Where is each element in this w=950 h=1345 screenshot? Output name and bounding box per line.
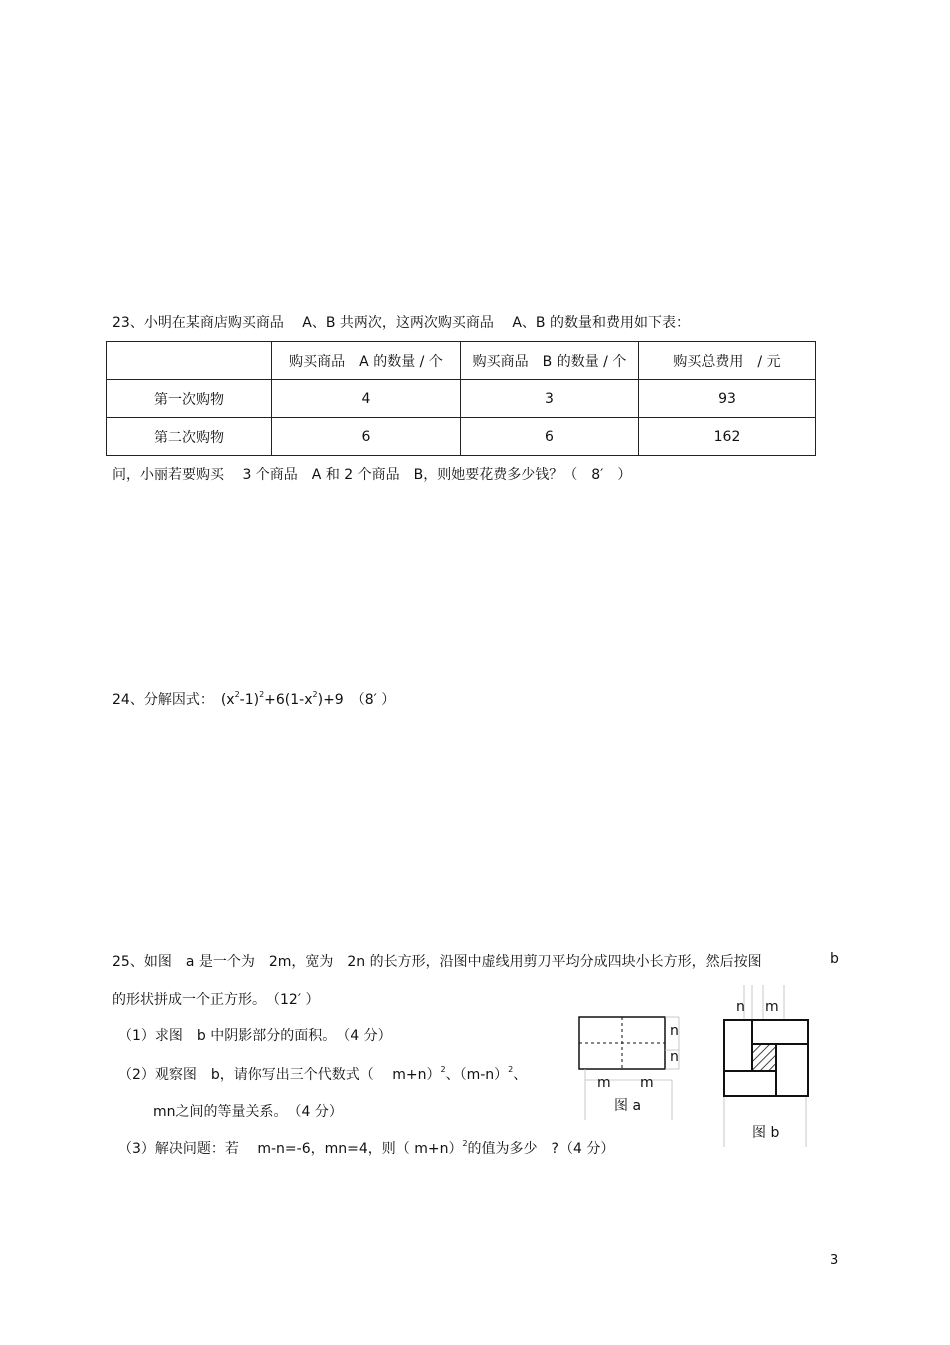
table-cell: 4 [272,380,461,418]
page-number: 3 [830,1253,839,1268]
figure-b-label-n: n [736,999,745,1015]
q25-line1: 25、如图 a 是一个为 2m，宽为 2n 的长方形，沿图中虚线用剪刀平均分成四块小长方形，然后按图 [112,954,762,970]
figure-b-shaded-area [752,1044,776,1071]
figure-a-label-m2: m [640,1075,654,1091]
figure-b-label-m: m [765,999,779,1015]
table-header-cell: 购买商品 B 的数量 / 个 [461,342,639,380]
table-cell: 第二次购物 [107,418,272,456]
table-header-cell: 购买商品 A 的数量 / 个 [272,342,461,380]
q24-expression [112,689,395,709]
q24-exp2: 2 [259,690,265,699]
q25-part2-line2: mn之间的等量关系。 （4 分） [153,1104,343,1120]
q24-suffix: )+9 （8′ ） [317,692,396,708]
table-cell: 第一次购物 [107,380,272,418]
q24-exp3: 2 [312,690,318,699]
q25-part3-a: （3）解决问题：若 m-n=-6，mn=4，则（ m+n） [118,1141,463,1157]
q24-mid1: -1) [239,692,260,708]
q25-part2-exp1: 2 [440,1065,446,1074]
table-cell: 6 [272,418,461,456]
q24-exp1: 2 [234,690,240,699]
figure-a-label-n1: n [670,1023,679,1039]
figure-b-caption: 图 b [752,1125,780,1141]
q25-part2-exp2: 2 [508,1065,514,1074]
q25-part2-b: 、（m-n） [445,1067,509,1083]
table-cell: 3 [461,380,639,418]
q25-line1-b: b [830,951,839,967]
q25-part3 [118,1138,614,1158]
q25-part2-c: 、 [513,1067,528,1083]
q25-line2: 的形状拼成一个正方形。 （12′ ） [112,992,320,1008]
q24-prefix: 24、分解因式： (x [112,692,235,708]
table-cell: 162 [639,418,816,456]
figure-a-label-n2: n [670,1049,679,1065]
table-row [107,418,816,456]
q23-question: 问，小丽若要购买 3 个商品 A 和 2 个商品 B，则她要花费多少钱？（ 8′ ） [112,467,632,483]
q23-intro: 23、小明在某商店购买商品 A、B 共两次，这两次购买商品 A、B 的数量和费用如下表： [112,315,690,331]
table-header-row [107,342,816,380]
table-header-cell: 购买总费用 / 元 [639,342,816,380]
table-cell: 6 [461,418,639,456]
q25-part1: （1）求图 b 中阴影部分的面积。 （4 分） [118,1028,392,1044]
table-cell: 93 [639,380,816,418]
q25-part3-exp: 2 [462,1139,468,1148]
figure-a-caption: 图 a [614,1098,642,1114]
figure-a-label-m1: m [597,1075,611,1091]
table-row [107,380,816,418]
table-header-cell [107,342,272,380]
q25-part2 [118,1064,527,1084]
q25-part2-a: （2）观察图 b，请你写出三个代数式（ m+n） [118,1067,441,1083]
q23-table [106,341,816,456]
q25-part3-b: 的值为多少 ?（4 分） [467,1141,615,1157]
q24-mid2: +6(1-x [264,692,313,708]
